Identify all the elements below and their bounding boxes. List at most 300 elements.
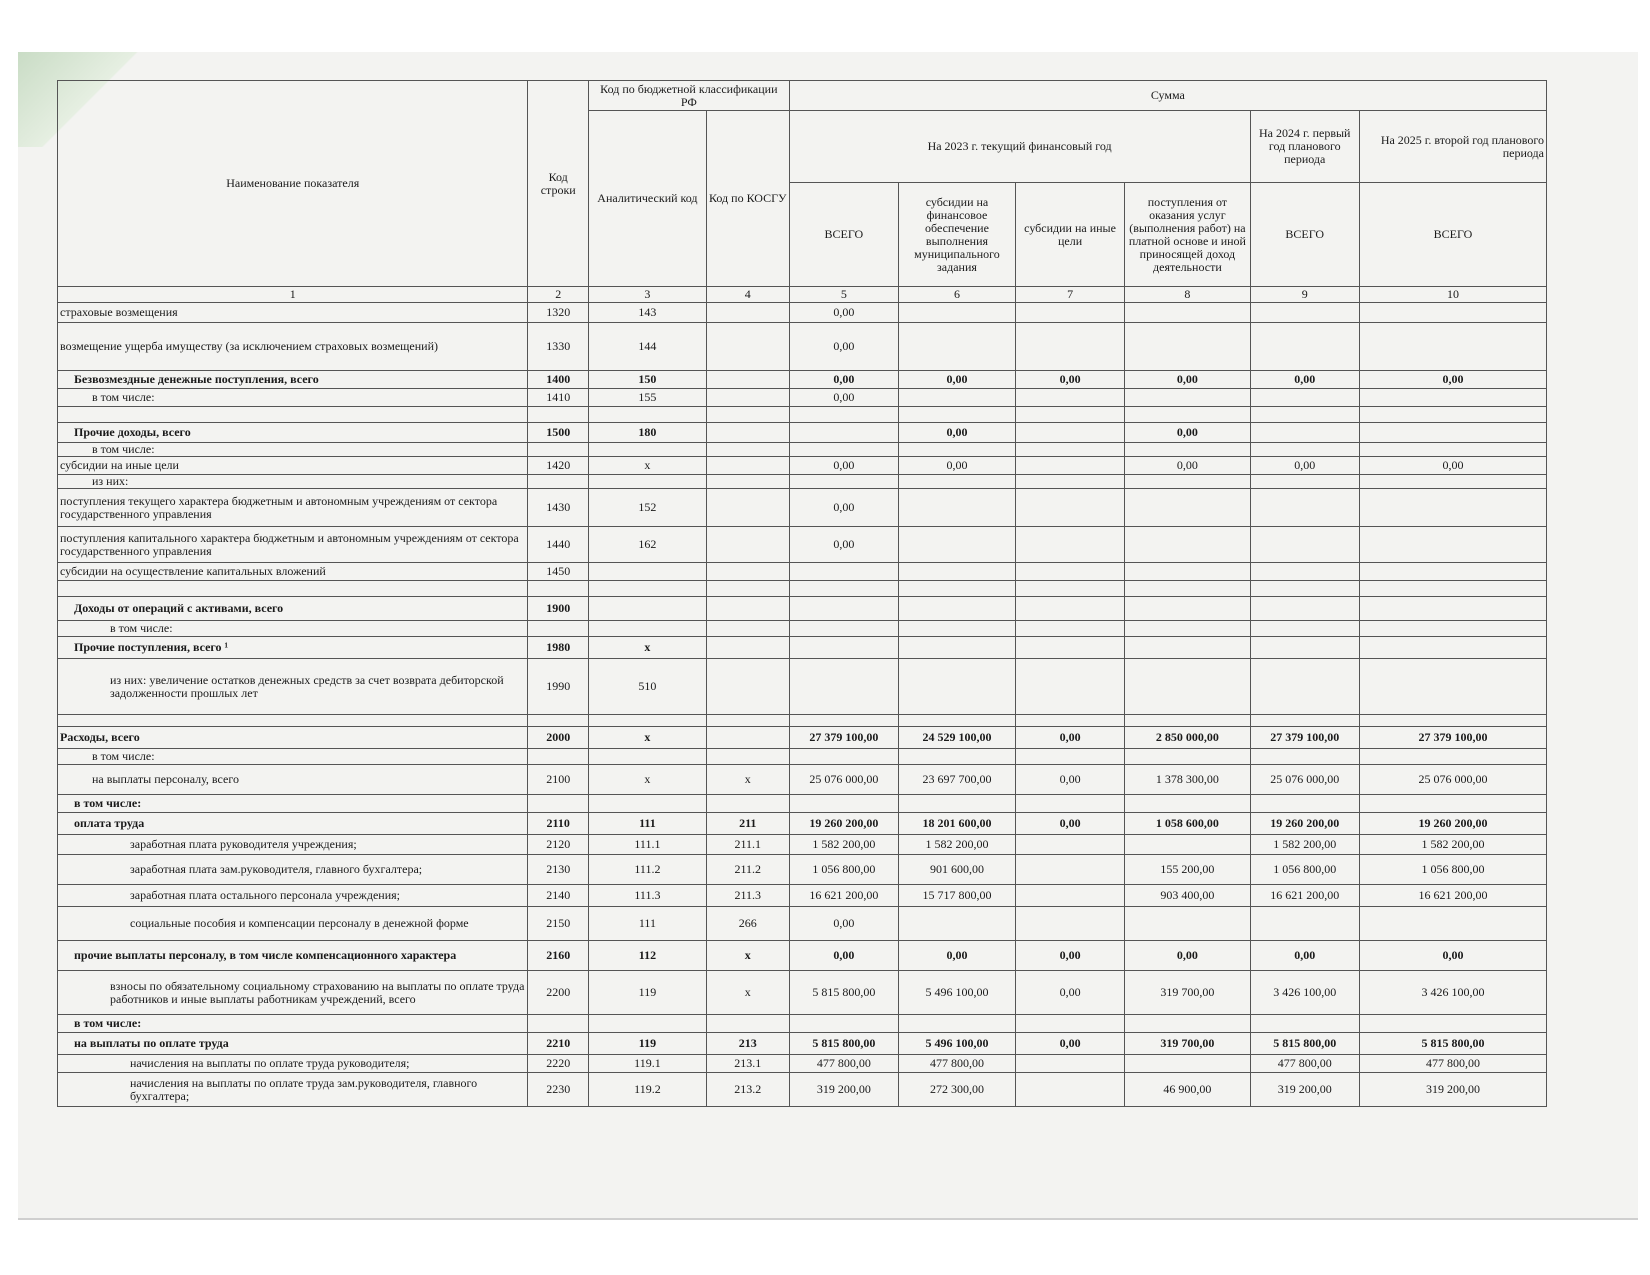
subsidy-municipal-2023-cell: 1 582 200,00 xyxy=(899,835,1016,855)
line-code-cell: 2000 xyxy=(528,727,589,749)
line-code-cell: 1410 xyxy=(528,389,589,407)
subsidy-other-2023-cell: 0,00 xyxy=(1015,1033,1124,1055)
table-row xyxy=(58,407,1547,423)
line-code-cell: 2210 xyxy=(528,1033,589,1055)
table-row xyxy=(58,323,1547,371)
subsidy-other-2023-cell xyxy=(1015,597,1124,621)
header-total-2024: ВСЕГО xyxy=(1250,183,1359,287)
table-row xyxy=(58,715,1547,727)
total-2023-cell xyxy=(789,597,898,621)
column-number: 2 xyxy=(528,287,589,303)
total-2024-cell xyxy=(1250,1015,1359,1033)
total-2024-cell: 19 260 200,00 xyxy=(1250,813,1359,835)
subsidy-municipal-2023-cell: 477 800,00 xyxy=(899,1055,1016,1073)
analytic-code-cell: 155 xyxy=(588,389,706,407)
table-row xyxy=(58,475,1547,489)
indicator-name: в том числе: xyxy=(58,389,528,407)
total-2023-cell: 0,00 xyxy=(789,907,898,941)
line-code-cell: 1450 xyxy=(528,563,589,581)
total-2025-cell: 1 056 800,00 xyxy=(1359,855,1546,885)
total-2024-cell xyxy=(1250,749,1359,765)
total-2023-cell xyxy=(789,581,898,597)
kosgu-code-cell xyxy=(706,407,789,423)
header-year-2025: На 2025 г. второй год планового периода xyxy=(1359,111,1546,183)
total-2024-cell xyxy=(1250,597,1359,621)
total-2025-cell xyxy=(1359,715,1546,727)
indicator-name xyxy=(58,581,528,597)
indicator-name: Безвозмездные денежные поступления, всего xyxy=(58,371,528,389)
subsidy-other-2023-cell xyxy=(1015,835,1124,855)
total-2025-cell xyxy=(1359,659,1546,715)
paid-services-2023-cell xyxy=(1125,303,1250,323)
total-2025-cell: 16 621 200,00 xyxy=(1359,885,1546,907)
indicator-name: социальные пособия и компенсации персоналу в денежной форме xyxy=(58,907,528,941)
indicator-name: поступления текущего характера бюджетным и автономным учреждениям от сектора государственного управления xyxy=(58,489,528,527)
line-code-cell: 2110 xyxy=(528,813,589,835)
indicator-name: начисления на выплаты по оплате труда руководителя; xyxy=(58,1055,528,1073)
subsidy-other-2023-cell xyxy=(1015,457,1124,475)
total-2023-cell xyxy=(789,423,898,443)
subsidy-other-2023-cell xyxy=(1015,715,1124,727)
total-2025-cell xyxy=(1359,597,1546,621)
subsidy-other-2023-cell: 0,00 xyxy=(1015,813,1124,835)
total-2024-cell xyxy=(1250,527,1359,563)
table-row xyxy=(58,563,1547,581)
subsidy-municipal-2023-cell: 5 496 100,00 xyxy=(899,1033,1016,1055)
paid-services-2023-cell xyxy=(1125,389,1250,407)
line-code-cell: 2220 xyxy=(528,1055,589,1073)
total-2024-cell xyxy=(1250,423,1359,443)
subsidy-municipal-2023-cell: 0,00 xyxy=(899,371,1016,389)
indicator-name: начисления на выплаты по оплате труда зам.руководителя, главного бухгалтера; xyxy=(58,1073,528,1107)
indicator-name: на выплаты по оплате труда xyxy=(58,1033,528,1055)
line-code-cell xyxy=(528,443,589,457)
total-2025-cell xyxy=(1359,407,1546,423)
indicator-name: в том числе: xyxy=(58,621,528,637)
total-2023-cell: 0,00 xyxy=(789,489,898,527)
paid-services-2023-cell: 0,00 xyxy=(1125,457,1250,475)
line-code-cell: 1430 xyxy=(528,489,589,527)
analytic-code-cell: 119 xyxy=(588,971,706,1015)
table-row xyxy=(58,389,1547,407)
analytic-code-cell xyxy=(588,581,706,597)
header-subsidy-other: субсидии на иные цели xyxy=(1015,183,1124,287)
line-code-cell: 2100 xyxy=(528,765,589,795)
kosgu-code-cell xyxy=(706,475,789,489)
table-row xyxy=(58,941,1547,971)
paid-services-2023-cell: 903 400,00 xyxy=(1125,885,1250,907)
total-2025-cell xyxy=(1359,527,1546,563)
subsidy-municipal-2023-cell xyxy=(899,407,1016,423)
subsidy-municipal-2023-cell: 901 600,00 xyxy=(899,855,1016,885)
analytic-code-cell xyxy=(588,1015,706,1033)
kosgu-code-cell xyxy=(706,727,789,749)
kosgu-code-cell xyxy=(706,423,789,443)
column-number: 1 xyxy=(58,287,528,303)
kosgu-code-cell xyxy=(706,371,789,389)
total-2024-cell: 1 056 800,00 xyxy=(1250,855,1359,885)
line-code-cell xyxy=(528,407,589,423)
total-2024-cell xyxy=(1250,489,1359,527)
table-row xyxy=(58,597,1547,621)
subsidy-municipal-2023-cell xyxy=(899,659,1016,715)
total-2023-cell: 477 800,00 xyxy=(789,1055,898,1073)
header-total-2025: ВСЕГО xyxy=(1359,183,1546,287)
analytic-code-cell xyxy=(588,795,706,813)
table-row xyxy=(58,443,1547,457)
table-row xyxy=(58,907,1547,941)
subsidy-municipal-2023-cell xyxy=(899,637,1016,659)
analytic-code-cell xyxy=(588,597,706,621)
analytic-code-cell: 119 xyxy=(588,1033,706,1055)
header-subsidy-municipal: субсидии на финансовое обеспечение выполнения муниципального задания xyxy=(899,183,1016,287)
total-2025-cell: 319 200,00 xyxy=(1359,1073,1546,1107)
paid-services-2023-cell xyxy=(1125,637,1250,659)
subsidy-other-2023-cell xyxy=(1015,659,1124,715)
indicator-name: поступления капитального характера бюджетным и автономным учреждениям от сектора государственного управления xyxy=(58,527,528,563)
subsidy-other-2023-cell xyxy=(1015,303,1124,323)
header-indicator-name: Наименование показателя xyxy=(58,81,528,287)
indicator-name: заработная плата зам.руководителя, главного бухгалтера; xyxy=(58,855,528,885)
total-2023-cell: 319 200,00 xyxy=(789,1073,898,1107)
table-row xyxy=(58,885,1547,907)
total-2024-cell xyxy=(1250,621,1359,637)
line-code-cell xyxy=(528,581,589,597)
table-row xyxy=(58,423,1547,443)
paid-services-2023-cell xyxy=(1125,835,1250,855)
total-2023-cell xyxy=(789,749,898,765)
kosgu-code-cell xyxy=(706,457,789,475)
header-line-code: Код строки xyxy=(528,81,589,287)
table-row xyxy=(58,971,1547,1015)
paid-services-2023-cell: 0,00 xyxy=(1125,941,1250,971)
subsidy-other-2023-cell xyxy=(1015,389,1124,407)
analytic-code-cell: 119.2 xyxy=(588,1073,706,1107)
table-row xyxy=(58,527,1547,563)
table-row xyxy=(58,813,1547,835)
indicator-name: Расходы, всего xyxy=(58,727,528,749)
total-2025-cell xyxy=(1359,323,1546,371)
table-row xyxy=(58,765,1547,795)
total-2025-cell xyxy=(1359,795,1546,813)
line-code-cell xyxy=(528,795,589,813)
analytic-code-cell: x xyxy=(588,637,706,659)
total-2024-cell xyxy=(1250,475,1359,489)
total-2025-cell xyxy=(1359,1015,1546,1033)
subsidy-municipal-2023-cell xyxy=(899,489,1016,527)
line-code-cell xyxy=(528,1015,589,1033)
paid-services-2023-cell: 155 200,00 xyxy=(1125,855,1250,885)
line-code-cell xyxy=(528,475,589,489)
table-row xyxy=(58,303,1547,323)
indicator-name: Прочие поступления, всего ¹ xyxy=(58,637,528,659)
paid-services-2023-cell: 319 700,00 xyxy=(1125,1033,1250,1055)
paid-services-2023-cell: 1 058 600,00 xyxy=(1125,813,1250,835)
indicator-name xyxy=(58,407,528,423)
paid-services-2023-cell xyxy=(1125,475,1250,489)
indicator-name: Доходы от операций с активами, всего xyxy=(58,597,528,621)
page-bottom-edge xyxy=(18,1218,1638,1220)
kosgu-code-cell xyxy=(706,489,789,527)
total-2024-cell xyxy=(1250,637,1359,659)
table-row xyxy=(58,795,1547,813)
total-2025-cell xyxy=(1359,389,1546,407)
total-2025-cell: 0,00 xyxy=(1359,457,1546,475)
subsidy-other-2023-cell xyxy=(1015,1073,1124,1107)
paid-services-2023-cell xyxy=(1125,749,1250,765)
subsidy-municipal-2023-cell xyxy=(899,323,1016,371)
total-2023-cell xyxy=(789,1015,898,1033)
paid-services-2023-cell: 0,00 xyxy=(1125,371,1250,389)
total-2023-cell: 1 056 800,00 xyxy=(789,855,898,885)
table-row xyxy=(58,1073,1547,1107)
analytic-code-cell: 180 xyxy=(588,423,706,443)
subsidy-other-2023-cell xyxy=(1015,489,1124,527)
subsidy-municipal-2023-cell xyxy=(899,443,1016,457)
total-2025-cell xyxy=(1359,749,1546,765)
analytic-code-cell: 510 xyxy=(588,659,706,715)
total-2025-cell xyxy=(1359,489,1546,527)
total-2024-cell: 5 815 800,00 xyxy=(1250,1033,1359,1055)
subsidy-municipal-2023-cell xyxy=(899,1015,1016,1033)
analytic-code-cell: x xyxy=(588,727,706,749)
total-2025-cell xyxy=(1359,907,1546,941)
total-2023-cell xyxy=(789,659,898,715)
subsidy-municipal-2023-cell xyxy=(899,303,1016,323)
total-2025-cell: 27 379 100,00 xyxy=(1359,727,1546,749)
column-number: 10 xyxy=(1359,287,1546,303)
subsidy-other-2023-cell: 0,00 xyxy=(1015,765,1124,795)
subsidy-other-2023-cell xyxy=(1015,749,1124,765)
indicator-name: субсидии на иные цели xyxy=(58,457,528,475)
total-2023-cell: 0,00 xyxy=(789,303,898,323)
total-2023-cell: 0,00 xyxy=(789,389,898,407)
total-2024-cell xyxy=(1250,581,1359,597)
line-code-cell xyxy=(528,749,589,765)
subsidy-other-2023-cell xyxy=(1015,407,1124,423)
table-row xyxy=(58,581,1547,597)
table-body xyxy=(58,303,1547,1107)
total-2025-cell xyxy=(1359,475,1546,489)
total-2023-cell xyxy=(789,443,898,457)
total-2024-cell xyxy=(1250,303,1359,323)
column-number: 4 xyxy=(706,287,789,303)
total-2023-cell: 25 076 000,00 xyxy=(789,765,898,795)
analytic-code-cell: 144 xyxy=(588,323,706,371)
kosgu-code-cell xyxy=(706,621,789,637)
kosgu-code-cell: 213.1 xyxy=(706,1055,789,1073)
analytic-code-cell: x xyxy=(588,457,706,475)
analytic-code-cell: 150 xyxy=(588,371,706,389)
total-2024-cell xyxy=(1250,389,1359,407)
kosgu-code-cell: x xyxy=(706,971,789,1015)
line-code-cell xyxy=(528,715,589,727)
header-paid-services: поступления от оказания услуг (выполнения работ) на платной основе и иной приносящей доход деятельности xyxy=(1125,183,1250,287)
kosgu-code-cell xyxy=(706,323,789,371)
subsidy-municipal-2023-cell xyxy=(899,475,1016,489)
paid-services-2023-cell xyxy=(1125,489,1250,527)
subsidy-municipal-2023-cell: 23 697 700,00 xyxy=(899,765,1016,795)
header-sum: Сумма xyxy=(789,81,1546,111)
table-row xyxy=(58,749,1547,765)
line-code-cell: 1980 xyxy=(528,637,589,659)
total-2023-cell xyxy=(789,795,898,813)
line-code-cell: 1320 xyxy=(528,303,589,323)
column-number: 5 xyxy=(789,287,898,303)
subsidy-municipal-2023-cell xyxy=(899,389,1016,407)
paid-services-2023-cell xyxy=(1125,407,1250,423)
subsidy-other-2023-cell xyxy=(1015,855,1124,885)
paid-services-2023-cell xyxy=(1125,621,1250,637)
indicator-name: из них: увеличение остатков денежных средств за счет возврата дебиторской задолженности прошлых лет xyxy=(58,659,528,715)
table-row xyxy=(58,727,1547,749)
analytic-code-cell xyxy=(588,475,706,489)
total-2023-cell xyxy=(789,563,898,581)
subsidy-municipal-2023-cell xyxy=(899,621,1016,637)
analytic-code-cell: 112 xyxy=(588,941,706,971)
line-code-cell: 1330 xyxy=(528,323,589,371)
total-2025-cell xyxy=(1359,637,1546,659)
line-code-cell: 2230 xyxy=(528,1073,589,1107)
column-number: 8 xyxy=(1125,287,1250,303)
total-2023-cell: 27 379 100,00 xyxy=(789,727,898,749)
analytic-code-cell xyxy=(588,407,706,423)
kosgu-code-cell xyxy=(706,749,789,765)
subsidy-other-2023-cell xyxy=(1015,1015,1124,1033)
subsidy-municipal-2023-cell xyxy=(899,563,1016,581)
total-2023-cell xyxy=(789,621,898,637)
total-2024-cell: 27 379 100,00 xyxy=(1250,727,1359,749)
subsidy-municipal-2023-cell: 0,00 xyxy=(899,423,1016,443)
line-code-cell: 1900 xyxy=(528,597,589,621)
indicator-name: Прочие доходы, всего xyxy=(58,423,528,443)
table-row xyxy=(58,457,1547,475)
paid-services-2023-cell xyxy=(1125,1055,1250,1073)
total-2025-cell: 25 076 000,00 xyxy=(1359,765,1546,795)
subsidy-other-2023-cell xyxy=(1015,795,1124,813)
total-2024-cell: 25 076 000,00 xyxy=(1250,765,1359,795)
total-2024-cell: 0,00 xyxy=(1250,371,1359,389)
analytic-code-cell: 162 xyxy=(588,527,706,563)
kosgu-code-cell xyxy=(706,303,789,323)
subsidy-municipal-2023-cell xyxy=(899,749,1016,765)
indicator-name: прочие выплаты персоналу, в том числе компенсационного характера xyxy=(58,941,528,971)
indicator-name xyxy=(58,715,528,727)
kosgu-code-cell xyxy=(706,563,789,581)
analytic-code-cell: 111 xyxy=(588,813,706,835)
subsidy-municipal-2023-cell xyxy=(899,907,1016,941)
total-2023-cell: 0,00 xyxy=(789,941,898,971)
paid-services-2023-cell xyxy=(1125,715,1250,727)
analytic-code-cell: x xyxy=(588,765,706,795)
kosgu-code-cell xyxy=(706,795,789,813)
total-2023-cell xyxy=(789,407,898,423)
subsidy-municipal-2023-cell: 18 201 600,00 xyxy=(899,813,1016,835)
column-number: 3 xyxy=(588,287,706,303)
paid-services-2023-cell xyxy=(1125,659,1250,715)
analytic-code-cell: 143 xyxy=(588,303,706,323)
total-2023-cell: 19 260 200,00 xyxy=(789,813,898,835)
subsidy-other-2023-cell xyxy=(1015,907,1124,941)
paid-services-2023-cell: 319 700,00 xyxy=(1125,971,1250,1015)
kosgu-code-cell xyxy=(706,659,789,715)
paid-services-2023-cell xyxy=(1125,795,1250,813)
kosgu-code-cell xyxy=(706,597,789,621)
total-2023-cell xyxy=(789,475,898,489)
analytic-code-cell xyxy=(588,563,706,581)
total-2023-cell: 0,00 xyxy=(789,527,898,563)
total-2024-cell xyxy=(1250,407,1359,423)
line-code-cell: 1420 xyxy=(528,457,589,475)
header-budget-classification: Код по бюджетной классификации РФ xyxy=(588,81,789,111)
analytic-code-cell xyxy=(588,715,706,727)
paid-services-2023-cell xyxy=(1125,907,1250,941)
total-2024-cell: 3 426 100,00 xyxy=(1250,971,1359,1015)
subsidy-municipal-2023-cell: 0,00 xyxy=(899,457,1016,475)
kosgu-code-cell: 211.2 xyxy=(706,855,789,885)
total-2024-cell: 319 200,00 xyxy=(1250,1073,1359,1107)
subsidy-other-2023-cell xyxy=(1015,527,1124,563)
line-code-cell: 1990 xyxy=(528,659,589,715)
total-2025-cell xyxy=(1359,621,1546,637)
analytic-code-cell: 111 xyxy=(588,907,706,941)
paid-services-2023-cell xyxy=(1125,1015,1250,1033)
indicator-name: возмещение ущерба имуществу (за исключением страховых возмещений) xyxy=(58,323,528,371)
total-2025-cell xyxy=(1359,423,1546,443)
indicator-name: из них: xyxy=(58,475,528,489)
total-2024-cell xyxy=(1250,715,1359,727)
kosgu-code-cell xyxy=(706,715,789,727)
total-2024-cell: 16 621 200,00 xyxy=(1250,885,1359,907)
kosgu-code-cell: x xyxy=(706,941,789,971)
indicator-name: в том числе: xyxy=(58,749,528,765)
subsidy-other-2023-cell xyxy=(1015,323,1124,371)
paid-services-2023-cell xyxy=(1125,527,1250,563)
line-code-cell: 2200 xyxy=(528,971,589,1015)
subsidy-other-2023-cell xyxy=(1015,443,1124,457)
kosgu-code-cell: 213 xyxy=(706,1033,789,1055)
indicator-name: в том числе: xyxy=(58,795,528,813)
total-2024-cell: 477 800,00 xyxy=(1250,1055,1359,1073)
table-row xyxy=(58,1015,1547,1033)
subsidy-municipal-2023-cell xyxy=(899,715,1016,727)
kosgu-code-cell: 213.2 xyxy=(706,1073,789,1107)
subsidy-municipal-2023-cell xyxy=(899,527,1016,563)
analytic-code-cell xyxy=(588,749,706,765)
subsidy-other-2023-cell: 0,00 xyxy=(1015,971,1124,1015)
kosgu-code-cell: x xyxy=(706,765,789,795)
column-number: 9 xyxy=(1250,287,1359,303)
indicator-name: взносы по обязательному социальному страхованию на выплаты по оплате труда работников и иные выплаты работникам учреждений, всего xyxy=(58,971,528,1015)
header-kosgu-code: Код по КОСГУ xyxy=(706,111,789,287)
analytic-code-cell xyxy=(588,443,706,457)
subsidy-municipal-2023-cell: 5 496 100,00 xyxy=(899,971,1016,1015)
total-2024-cell: 1 582 200,00 xyxy=(1250,835,1359,855)
paid-services-2023-cell xyxy=(1125,581,1250,597)
paid-services-2023-cell: 46 900,00 xyxy=(1125,1073,1250,1107)
kosgu-code-cell xyxy=(706,527,789,563)
kosgu-code-cell xyxy=(706,581,789,597)
total-2023-cell: 0,00 xyxy=(789,323,898,371)
total-2023-cell: 0,00 xyxy=(789,371,898,389)
total-2025-cell: 477 800,00 xyxy=(1359,1055,1546,1073)
indicator-name: субсидии на осуществление капитальных вложений xyxy=(58,563,528,581)
total-2024-cell: 0,00 xyxy=(1250,457,1359,475)
financial-plan-table xyxy=(57,80,1547,1107)
total-2025-cell: 5 815 800,00 xyxy=(1359,1033,1546,1055)
table-row xyxy=(58,1033,1547,1055)
line-code-cell: 2160 xyxy=(528,941,589,971)
